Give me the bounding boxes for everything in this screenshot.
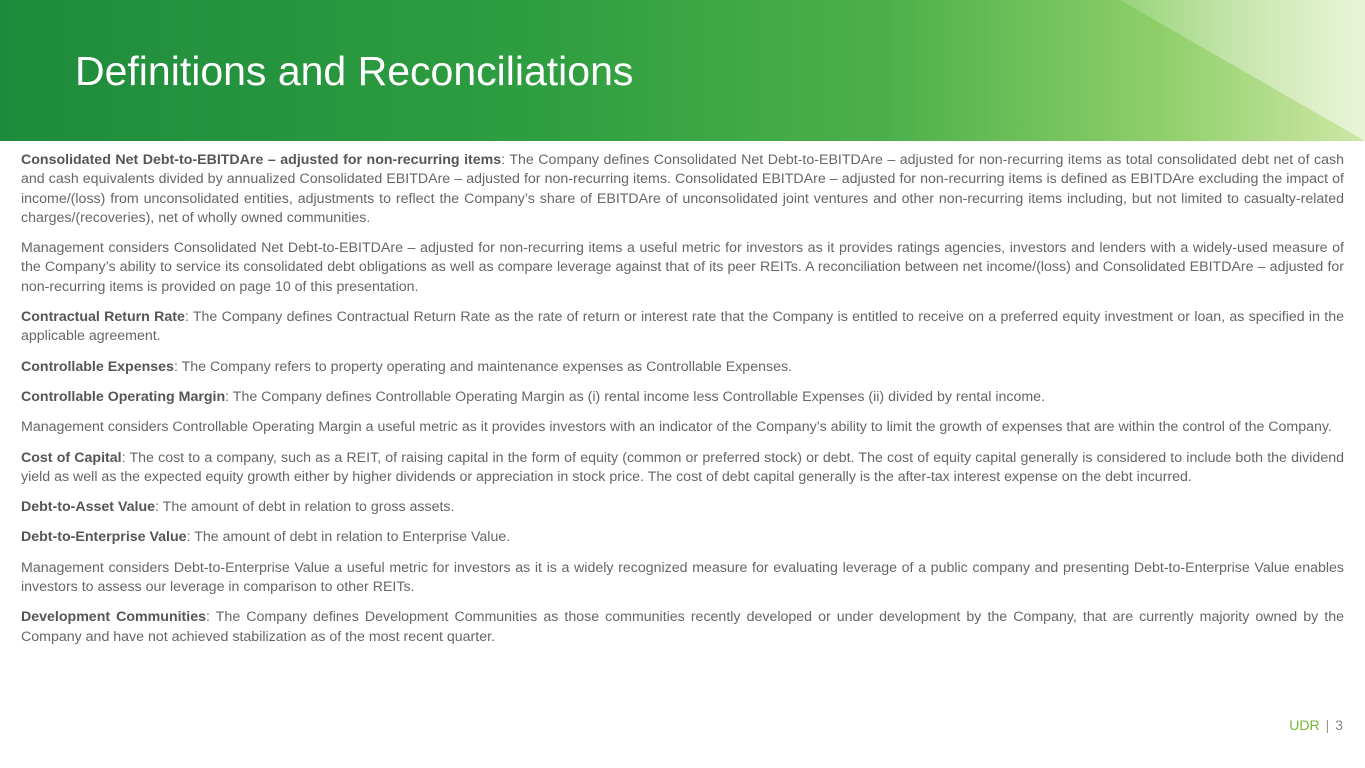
definition-text: : The cost to a company, such as a REIT, of raising capital in the form of equity (common or preferred stock) or debt. The cost of equity capital generally is considered to include both the dividend yield as well as the expected equity growth either by higher dividends or appreciation in stock price. The cost of debt capital generally is the after-tax interest expense on the debt incurred. (21, 449, 1344, 485)
definition-term: Debt-to-Asset Value (21, 499, 156, 516)
definition-term: Contractual Return Rate (21, 309, 185, 326)
definition-entry (21, 388, 1344, 407)
definition-entry (21, 608, 1344, 647)
definition-text: : The amount of debt in relation to gross assets. (155, 499, 455, 516)
definition-entry (21, 151, 1344, 228)
definition-text: : The Company defines Consolidated Net Debt-to-EBITDAre – adjusted for non-recurring items as total consolidated debt net of cash and cash equivalents divided by annualized Consolidated EBITDAre – adjusted for non-recurring items. Consolidated EBITDAre – adjusted for non-recurring items is defined as EBITDAre excluding the impact of income/(loss) from unconsolidated entities, adjustments to reflect the Company’s share of EBITDAre of unconsolidated joint ventures and other non-recurring items including, but not limited to casualty-related charges/(recoveries), net of wholly owned communities. (21, 152, 1344, 226)
definition-term: Controllable Expenses (21, 358, 174, 375)
definition-entry (21, 239, 1344, 297)
definition-text: : The Company defines Development Communities as those communities recently developed or under development by the Company, that are currently majority owned by the Company and have not achieved stabilization as of the most recent quarter. (21, 609, 1344, 645)
page-number: 3 (1335, 717, 1343, 733)
definition-term: Cost of Capital (21, 449, 122, 466)
definition-text: : The Company defines Contractual Return Rate as the rate of return or interest rate that the Company is entitled to receive on a preferred equity investment or loan, as specified in the applicable agreement. (21, 309, 1344, 345)
definition-entry (21, 308, 1344, 347)
definition-entry (21, 418, 1344, 437)
definition-text: : The Company refers to property operating and maintenance expenses as Controllable Expenses. (173, 358, 792, 375)
definition-text: Management considers Controllable Operating Margin a useful metric as it provides investors with an indicator of the Company’s ability to limit the growth of expenses that are within the control of the Company. (21, 419, 1332, 436)
page-footer (1289, 717, 1343, 733)
definition-term: Controllable Operating Margin (21, 388, 226, 405)
definition-text: : The Company defines Controllable Operating Margin as (i) rental income less Controllable Expenses (ii) divided by rental income. (225, 388, 1046, 405)
definition-text: Management considers Debt-to-Enterprise Value a useful metric for investors as it is a widely recognized measure for evaluating leverage of a public company and presenting Debt-to-Enterprise Value enables investors to assess our leverage in comparison to other REITs. (21, 559, 1344, 596)
brand-name: UDR (1289, 717, 1320, 733)
definition-term: Consolidated Net Debt-to-EBITDAre – adjusted for non-recurring items (21, 152, 502, 168)
definition-entry (21, 449, 1344, 488)
definition-entry (21, 498, 1344, 517)
definition-entry (21, 559, 1344, 598)
page-title: Definitions and Reconciliations (75, 48, 634, 94)
definition-term: Development Communities (21, 609, 207, 626)
header-banner (0, 0, 1365, 141)
definition-text: Management considers Consolidated Net Debt-to-EBITDAre – adjusted for non-recurring items a useful metric for investors as it provides ratings agencies, investors and lenders with a widely-used measure of the Company’s ability to service its consolidated debt obligations as well as compare leverage against that of its peer REITs. A reconciliation between net income/(loss) and Consolidated EBITDAre – adjusted for non-recurring items is provided on page 10 of this presentation. (21, 240, 1344, 295)
definition-entry (21, 358, 1344, 377)
definition-term: Debt-to-Enterprise Value (21, 529, 187, 546)
definition-entry (21, 528, 1344, 547)
definition-text: : The amount of debt in relation to Enterprise Value. (186, 529, 511, 546)
footer-separator: | (1325, 717, 1330, 733)
definitions-list (21, 151, 1344, 658)
